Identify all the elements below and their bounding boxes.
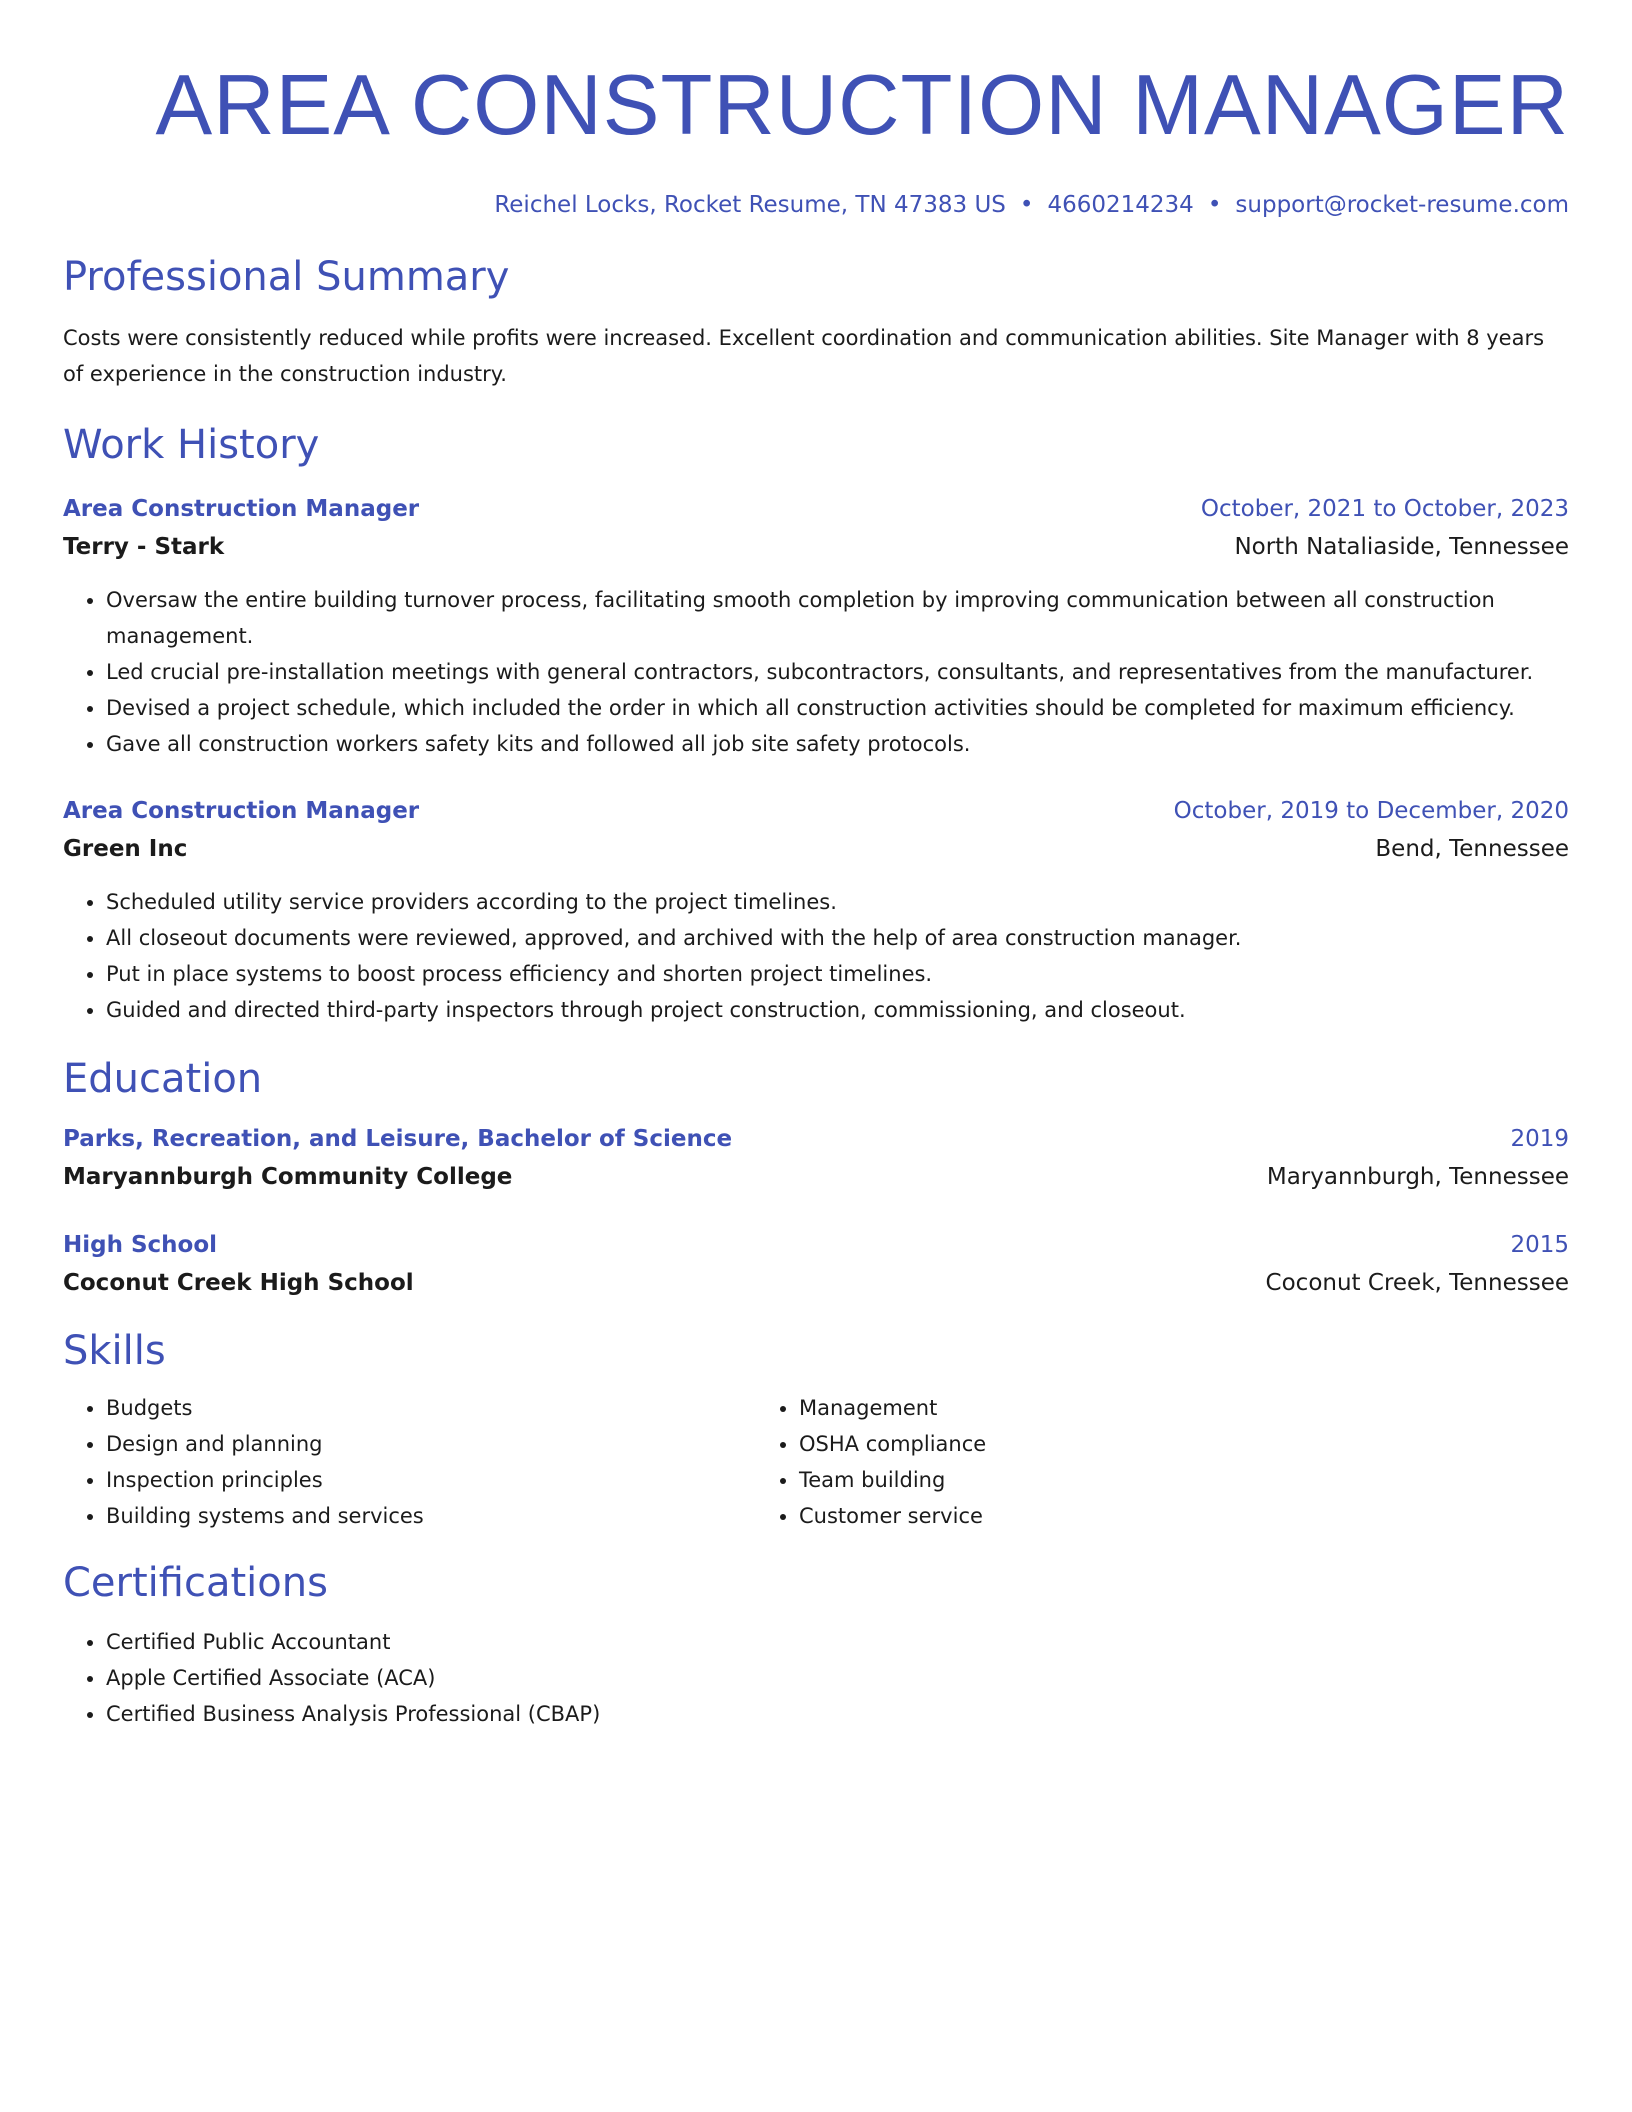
- skill-item: • Building systems and services: [106, 1498, 756, 1534]
- job-bullet: • Scheduled utility service providers according to the project timelines.: [106, 884, 1569, 920]
- resume-title: AREA CONSTRUCTION MANAGER: [155, 58, 1569, 153]
- contact-phone: 4660214234: [1047, 192, 1194, 218]
- resume-header: [63, 56, 1569, 220]
- job-role: Area Construction Manager: [63, 798, 420, 824]
- skill-item: • OSHA compliance: [799, 1426, 1449, 1462]
- job-role: Area Construction Manager: [63, 496, 420, 522]
- job-header-row: [63, 490, 1569, 528]
- summary-text: Costs were consistently reduced while profits were increased. Excellent coordination and communication abilities. Site Manager with 8 years of experience in the construction industry.: [63, 326, 1545, 386]
- skills-list-left: [63, 1390, 756, 1534]
- education-header-row: [63, 1120, 1569, 1158]
- certification-item: • Apple Certified Associate (ACA): [106, 1660, 1569, 1696]
- skills-heading: Skills: [63, 1328, 166, 1374]
- education-school: Maryannburgh Community College: [63, 1164, 513, 1190]
- job-company-row: [63, 528, 1569, 566]
- contact-address: Reichel Locks, Rocket Resume, TN 47383 US: [494, 192, 1006, 218]
- skill-item: • Design and planning: [106, 1426, 756, 1462]
- education-year: 2019: [1510, 1126, 1569, 1152]
- education-school-row: [63, 1158, 1569, 1196]
- skills-section: [63, 1326, 1569, 1534]
- contact-email: support@rocket-resume.com: [1235, 192, 1569, 218]
- education-degree: High School: [63, 1232, 218, 1258]
- job-entry: [63, 792, 1569, 1028]
- contact-separator: •: [1207, 192, 1222, 218]
- skill-item: • Inspection principles: [106, 1462, 756, 1498]
- skills-grid: [63, 1390, 1569, 1534]
- certification-item: • Certified Public Accountant: [106, 1624, 1569, 1660]
- education-school-row: [63, 1264, 1569, 1302]
- job-location: Bend, Tennessee: [1375, 836, 1569, 862]
- education-year: 2015: [1510, 1232, 1569, 1258]
- education-header-row: [63, 1226, 1569, 1264]
- education-section: [63, 1054, 1569, 1302]
- education-heading: Education: [63, 1056, 263, 1102]
- skill-item: • Management: [799, 1390, 1449, 1426]
- education-location: Maryannburgh, Tennessee: [1266, 1164, 1569, 1190]
- certification-item: • Certified Business Analysis Professional (CBAP): [106, 1696, 1569, 1732]
- certifications-section: [63, 1558, 1569, 1732]
- skill-item: • Budgets: [106, 1390, 756, 1426]
- certifications-list: [63, 1624, 1569, 1732]
- certifications-heading: Certifications: [63, 1560, 328, 1606]
- education-entry: [63, 1226, 1569, 1302]
- job-company-row: [63, 830, 1569, 868]
- job-location: North Nataliaside, Tennessee: [1234, 534, 1569, 560]
- education-location: Coconut Creek, Tennessee: [1265, 1270, 1569, 1296]
- job-entry: [63, 490, 1569, 762]
- job-bullet: • Put in place systems to boost process efficiency and shorten project timelines.: [106, 956, 1569, 992]
- education-school: Coconut Creek High School: [63, 1270, 414, 1296]
- work-history-heading: Work History: [63, 422, 320, 468]
- job-bullet: • Oversaw the entire building turnover process, facilitating smooth completion by improving communication between all construction management.: [106, 582, 1569, 654]
- job-dates: October, 2021 to October, 2023: [1200, 496, 1569, 522]
- job-bullet: • All closeout documents were reviewed, approved, and archived with the help of area construction manager.: [106, 920, 1569, 956]
- summary-heading: Professional Summary: [63, 254, 510, 300]
- job-bullets: [63, 884, 1569, 1028]
- job-bullet: • Guided and directed third-party inspectors through project construction, commissioning, and closeout.: [106, 992, 1569, 1028]
- job-company: Terry - Stark: [63, 534, 225, 560]
- summary-section: [63, 252, 1569, 392]
- work-history-section: [63, 420, 1569, 1028]
- job-bullet: • Devised a project schedule, which included the order in which all construction activities should be completed for maximum efficiency.: [106, 690, 1569, 726]
- job-header-row: [63, 792, 1569, 830]
- skills-list-right: [756, 1390, 1449, 1534]
- job-bullet: • Led crucial pre-installation meetings with general contractors, subcontractors, consultants, and representatives from the manufacturer.: [106, 654, 1569, 690]
- job-dates: October, 2019 to December, 2020: [1173, 798, 1569, 824]
- job-bullets: [63, 582, 1569, 762]
- education-entry: [63, 1120, 1569, 1196]
- job-company: Green Inc: [63, 836, 188, 862]
- education-degree: Parks, Recreation, and Leisure, Bachelor of Science: [63, 1126, 733, 1152]
- contact-separator: •: [1019, 192, 1034, 218]
- job-bullet: • Gave all construction workers safety kits and followed all job site safety protocols.: [106, 726, 1569, 762]
- skill-item: • Team building: [799, 1462, 1449, 1498]
- skill-item: • Customer service: [799, 1498, 1449, 1534]
- contact-line: [63, 190, 1569, 220]
